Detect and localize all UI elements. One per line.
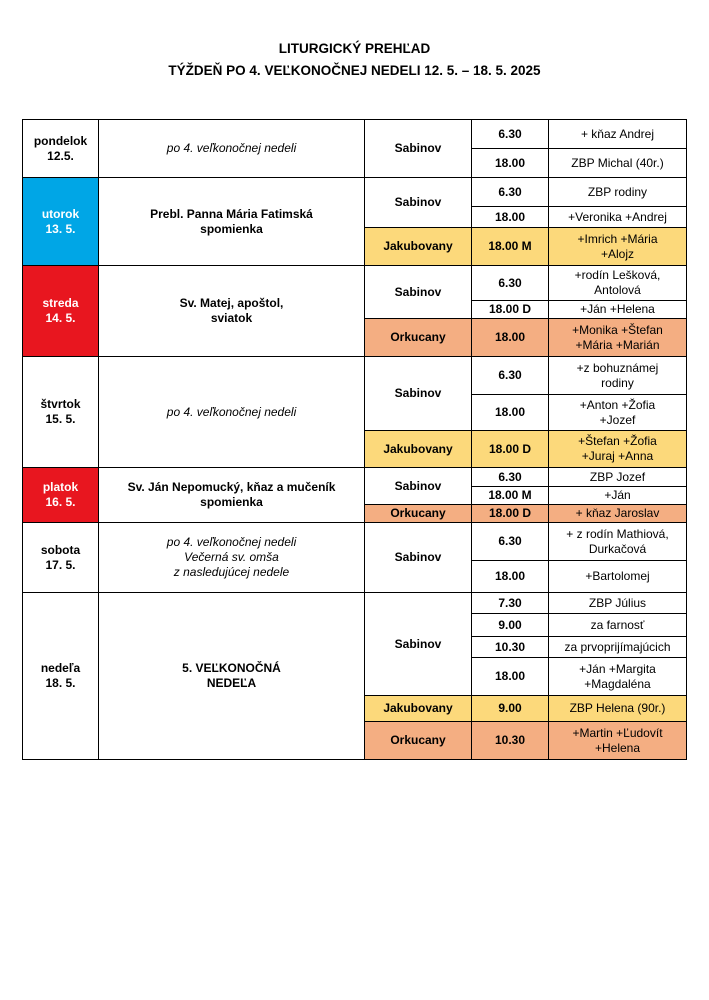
intention-cell: ZBP Július bbox=[549, 593, 687, 614]
intention-cell: +Ján bbox=[549, 487, 687, 505]
day-cell: streda 14. 5. bbox=[23, 266, 99, 357]
time-cell: 10.30 bbox=[472, 722, 549, 760]
place-cell: Orkucany bbox=[365, 505, 472, 523]
time-cell: 18.00 bbox=[472, 561, 549, 593]
schedule-row bbox=[23, 468, 687, 487]
time-cell: 6.30 bbox=[472, 468, 549, 487]
day-cell: platok 16. 5. bbox=[23, 468, 99, 523]
time-cell: 18.00 bbox=[472, 207, 549, 228]
time-cell: 18.00 bbox=[472, 149, 549, 178]
day-cell: pondelok 12.5. bbox=[23, 120, 99, 178]
intention-cell: + kňaz Jaroslav bbox=[549, 505, 687, 523]
time-cell: 9.00 bbox=[472, 614, 549, 637]
time-cell: 18.00 bbox=[472, 658, 549, 696]
schedule-row bbox=[23, 593, 687, 614]
intention-cell: +Veronika +Andrej bbox=[549, 207, 687, 228]
intention-cell: + kňaz Andrej bbox=[549, 120, 687, 149]
place-cell: Sabinov bbox=[365, 593, 472, 696]
place-cell: Orkucany bbox=[365, 722, 472, 760]
intention-cell: +Imrich +Mária +Alojz bbox=[549, 228, 687, 266]
time-cell: 10.30 bbox=[472, 637, 549, 658]
place-cell: Sabinov bbox=[365, 357, 472, 431]
page-title: LITURGICKÝ PREHĽAD bbox=[278, 41, 431, 56]
place-cell: Jakubovany bbox=[365, 228, 472, 266]
place-cell: Jakubovany bbox=[365, 696, 472, 722]
liturgy-schedule-table bbox=[22, 119, 687, 760]
time-cell: 18.00 D bbox=[472, 431, 549, 468]
time-cell: 6.30 bbox=[472, 523, 549, 561]
intention-cell: +Monika +Štefan +Mária +Marián bbox=[549, 319, 687, 357]
intention-cell: za farnosť bbox=[549, 614, 687, 637]
celebration-cell: po 4. veľkonočnej nedeli bbox=[99, 120, 365, 178]
time-cell: 9.00 bbox=[472, 696, 549, 722]
celebration-cell: Prebl. Panna Mária Fatimská spomienka bbox=[99, 178, 365, 266]
intention-cell: ZBP rodiny bbox=[549, 178, 687, 207]
intention-cell: +Anton +Žofia +Jozef bbox=[549, 395, 687, 431]
intention-cell: +Bartolomej bbox=[549, 561, 687, 593]
time-cell: 6.30 bbox=[472, 357, 549, 395]
intention-cell: ZBP Jozef bbox=[549, 468, 687, 487]
intention-cell: +rodín Lešková, Antolová bbox=[549, 266, 687, 301]
day-cell: utorok 13. 5. bbox=[23, 178, 99, 266]
intention-cell: za prvoprijímajúcich bbox=[549, 637, 687, 658]
place-cell: Jakubovany bbox=[365, 431, 472, 468]
schedule-row bbox=[23, 357, 687, 395]
celebration-cell: 5. VEĽKONOČNÁ NEDEĽA bbox=[99, 593, 365, 760]
schedule-row bbox=[23, 178, 687, 207]
time-cell: 18.00 bbox=[472, 395, 549, 431]
intention-cell: +Ján +Helena bbox=[549, 301, 687, 319]
place-cell: Sabinov bbox=[365, 523, 472, 593]
day-cell: sobota 17. 5. bbox=[23, 523, 99, 593]
intention-cell: +Ján +Margita +Magdaléna bbox=[549, 658, 687, 696]
schedule-row bbox=[23, 120, 687, 149]
time-cell: 6.30 bbox=[472, 178, 549, 207]
intention-cell: +z bohuznámej rodiny bbox=[549, 357, 687, 395]
intention-cell: ZBP Helena (90r.) bbox=[549, 696, 687, 722]
time-cell: 18.00 D bbox=[472, 301, 549, 319]
time-cell: 6.30 bbox=[472, 266, 549, 301]
celebration-cell: Sv. Matej, apoštol, sviatok bbox=[99, 266, 365, 357]
celebration-cell: po 4. veľkonočnej nedeli bbox=[99, 357, 365, 468]
time-cell: 18.00 bbox=[472, 319, 549, 357]
celebration-cell: Sv. Ján Nepomucký, kňaz a mučeník spomienka bbox=[99, 468, 365, 523]
schedule-row bbox=[23, 523, 687, 561]
place-cell: Orkucany bbox=[365, 319, 472, 357]
day-cell: nedeľa 18. 5. bbox=[23, 593, 99, 760]
time-cell: 7.30 bbox=[472, 593, 549, 614]
intention-cell: ZBP Michal (40r.) bbox=[549, 149, 687, 178]
time-cell: 18.00 M bbox=[472, 487, 549, 505]
place-cell: Sabinov bbox=[365, 120, 472, 178]
time-cell: 18.00 M bbox=[472, 228, 549, 266]
intention-cell: +Štefan +Žofia +Juraj +Anna bbox=[549, 431, 687, 468]
day-cell: štvrtok 15. 5. bbox=[23, 357, 99, 468]
celebration-cell: po 4. veľkonočnej nedeli Večerná sv. omša z nasledujúcej nedele bbox=[99, 523, 365, 593]
intention-cell: +Martin +Ľudovít +Helena bbox=[549, 722, 687, 760]
intention-cell: + z rodín Mathiová, Durkačová bbox=[549, 523, 687, 561]
page-subtitle: TÝŽDEŇ PO 4. VEĽKONOČNEJ NEDELI 12. 5. – 18. 5. 2025 bbox=[168, 63, 541, 78]
time-cell: 18.00 D bbox=[472, 505, 549, 523]
place-cell: Sabinov bbox=[365, 178, 472, 228]
place-cell: Sabinov bbox=[365, 266, 472, 319]
schedule-row bbox=[23, 266, 687, 301]
time-cell: 6.30 bbox=[472, 120, 549, 149]
place-cell: Sabinov bbox=[365, 468, 472, 505]
